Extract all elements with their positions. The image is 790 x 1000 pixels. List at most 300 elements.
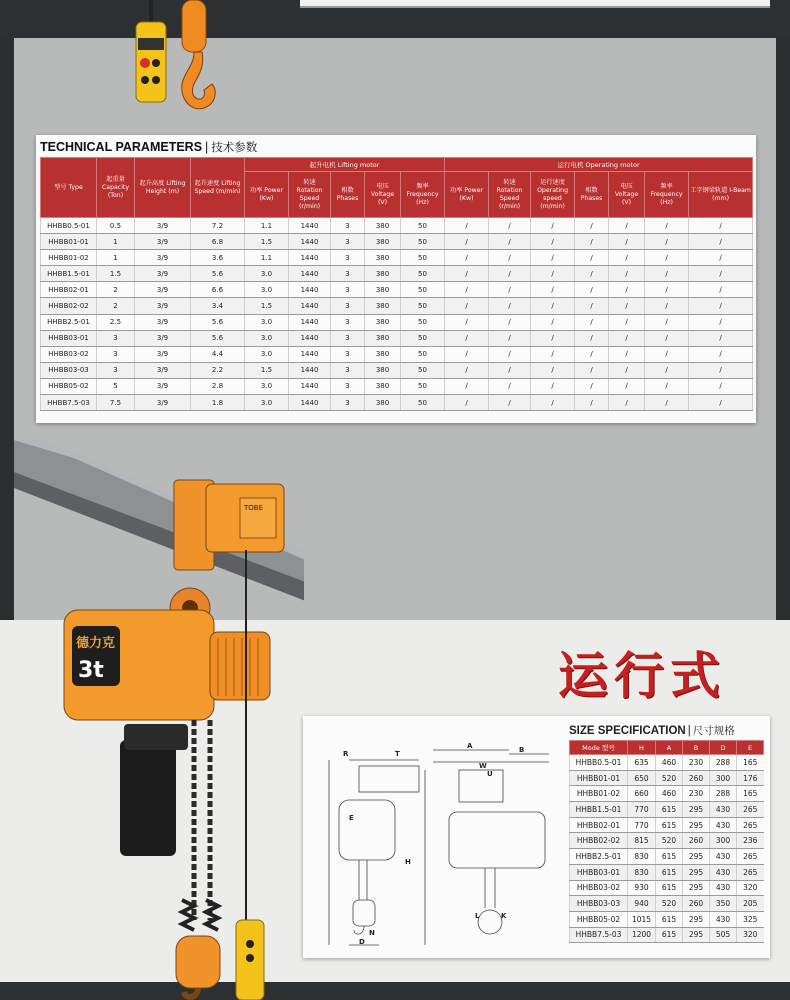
tech-cell: /	[531, 378, 575, 394]
tech-cell: 5.6	[191, 330, 245, 346]
tech-model-cell: HHBB2.5-01	[41, 314, 97, 330]
size-cell: 260	[683, 770, 710, 786]
header-frequency: 频率 Frequency (Hz)	[401, 172, 445, 218]
tech-cell: /	[531, 234, 575, 250]
tech-cell: /	[609, 250, 645, 266]
size-row	[570, 911, 764, 927]
dim-label-b: B	[519, 746, 525, 754]
size-row	[570, 864, 764, 880]
tech-cell: /	[489, 362, 531, 378]
tech-cell: 380	[365, 298, 401, 314]
tech-cell: 5.6	[191, 266, 245, 282]
tech-cell: 50	[401, 266, 445, 282]
tech-cell: /	[489, 250, 531, 266]
tech-cell: /	[445, 266, 489, 282]
tech-cell: /	[609, 298, 645, 314]
tech-cell: /	[609, 314, 645, 330]
tech-cell: 3	[331, 298, 365, 314]
tech-model-cell: HHBB02-01	[41, 282, 97, 298]
tech-cell: 2.2	[191, 362, 245, 378]
tech-cell: 3/9	[135, 314, 191, 330]
tech-cell: 7.2	[191, 218, 245, 234]
size-header-mode: Mode 型号	[570, 741, 628, 755]
size-model-cell: HHBB03-01	[570, 864, 628, 880]
size-cell: 615	[656, 817, 683, 833]
size-row	[570, 817, 764, 833]
motor-brand-label: TOBE	[244, 504, 264, 512]
tech-cell: /	[445, 330, 489, 346]
tech-cell: /	[445, 282, 489, 298]
tech-cell: /	[445, 314, 489, 330]
size-cell: 430	[710, 817, 737, 833]
tech-cell: /	[645, 282, 689, 298]
tech-cell: 50	[401, 346, 445, 362]
size-header-a: A	[656, 741, 683, 755]
tech-cell: 50	[401, 378, 445, 394]
tech-row	[41, 395, 753, 411]
dim-label-w: W	[479, 762, 487, 770]
size-cell: 300	[710, 770, 737, 786]
tech-cell: 3/9	[135, 250, 191, 266]
size-cell: 430	[710, 880, 737, 896]
size-cell: 265	[737, 802, 764, 818]
tech-cell: /	[531, 266, 575, 282]
tech-cell: /	[689, 362, 753, 378]
size-row	[570, 770, 764, 786]
tech-cell: /	[489, 346, 531, 362]
header-op-voltage: 电压 Voltage (V)	[609, 172, 645, 218]
size-cell: 295	[683, 927, 710, 943]
tech-cell: /	[531, 218, 575, 234]
tech-cell: /	[645, 362, 689, 378]
capacity-label: 3t	[78, 658, 104, 683]
tech-cell: 3	[331, 234, 365, 250]
tech-cell: /	[645, 330, 689, 346]
header-ibeam: 工字钢梁轨道 I-Beam (mm)	[689, 172, 753, 218]
size-cell: 430	[710, 864, 737, 880]
dim-label-d: D	[359, 938, 365, 946]
size-title-cn: 尺寸规格	[692, 725, 735, 737]
size-cell: 615	[656, 802, 683, 818]
tech-cell: 380	[365, 234, 401, 250]
tech-model-cell: HHBB03-01	[41, 330, 97, 346]
tech-cell: 0.5	[97, 218, 135, 234]
tech-cell: 50	[401, 314, 445, 330]
pendant-and-hook-image	[132, 0, 222, 125]
tech-cell: 6.8	[191, 234, 245, 250]
header-capacity: 起重量 Capacity (Ton)	[97, 158, 135, 218]
size-cell: 295	[683, 817, 710, 833]
size-title-en: SIZE SPECIFICATION	[569, 725, 686, 737]
tech-cell: /	[689, 218, 753, 234]
tech-row	[41, 314, 753, 330]
tech-cell: 1440	[289, 314, 331, 330]
tech-cell: 3.0	[245, 282, 289, 298]
size-cell: 350	[710, 896, 737, 912]
tech-cell: /	[489, 298, 531, 314]
tech-cell: 2.5	[97, 314, 135, 330]
size-cell: 260	[683, 833, 710, 849]
size-cell: 505	[710, 927, 737, 943]
tech-cell: 3.0	[245, 314, 289, 330]
tech-cell: 3.0	[245, 378, 289, 394]
tech-model-cell: HHBB01-01	[41, 234, 97, 250]
tech-cell: /	[645, 218, 689, 234]
size-cell: 520	[656, 896, 683, 912]
size-model-cell: HHBB02-02	[570, 833, 628, 849]
size-cell: 615	[656, 927, 683, 943]
tech-cell: 3/9	[135, 298, 191, 314]
header-op-operating-speed: 运行速度 Operating speed (m/min)	[531, 172, 575, 218]
size-cell: 265	[737, 849, 764, 865]
size-specification-title	[569, 723, 735, 738]
header-rotation-speed: 转速 Rotation Speed (r/min)	[289, 172, 331, 218]
dim-label-h: H	[405, 858, 411, 866]
tech-cell: 50	[401, 218, 445, 234]
dim-label-t: T	[395, 750, 400, 758]
header-power: 功率 Power (Kw)	[245, 172, 289, 218]
tech-cell: /	[531, 250, 575, 266]
size-cell: 1200	[628, 927, 656, 943]
tech-cell: 1440	[289, 282, 331, 298]
tech-cell: /	[575, 250, 609, 266]
tech-cell: /	[609, 330, 645, 346]
tech-cell: /	[645, 378, 689, 394]
size-header-d: D	[710, 741, 737, 755]
tech-cell: 380	[365, 282, 401, 298]
tech-cell: /	[689, 330, 753, 346]
size-row	[570, 802, 764, 818]
title-cn: 技术参数	[211, 142, 258, 154]
size-cell: 230	[683, 755, 710, 771]
tech-cell: 1.1	[245, 218, 289, 234]
tech-cell: 3.0	[245, 266, 289, 282]
tech-row	[41, 250, 753, 266]
tech-cell: /	[609, 395, 645, 411]
size-cell: 176	[737, 770, 764, 786]
tech-cell: 50	[401, 234, 445, 250]
size-cell: 260	[683, 896, 710, 912]
size-specification-body	[570, 755, 764, 943]
size-cell: 635	[628, 755, 656, 771]
tech-cell: /	[645, 266, 689, 282]
size-model-cell: HHBB0.5-01	[570, 755, 628, 771]
tech-cell: /	[689, 266, 753, 282]
size-cell: 295	[683, 802, 710, 818]
tech-cell: 380	[365, 218, 401, 234]
tech-cell: /	[689, 314, 753, 330]
tech-cell: 380	[365, 362, 401, 378]
tech-cell: /	[689, 282, 753, 298]
size-cell: 288	[710, 786, 737, 802]
tech-cell: /	[445, 250, 489, 266]
size-cell: 430	[710, 911, 737, 927]
size-cell: 165	[737, 786, 764, 802]
tech-cell: /	[689, 346, 753, 362]
dim-label-r: R	[343, 750, 349, 758]
tech-cell: 3	[331, 346, 365, 362]
header-type: 型号 Type	[41, 158, 97, 218]
tech-cell: 2.8	[191, 378, 245, 394]
size-cell: 288	[710, 755, 737, 771]
tech-cell: /	[689, 234, 753, 250]
dim-label-n: N	[369, 929, 375, 937]
tech-model-cell: HHBB7.5-03	[41, 395, 97, 411]
technical-parameters-card	[36, 135, 756, 423]
title-en: TECHNICAL PARAMETERS	[40, 140, 203, 154]
tech-model-cell: HHBB01-02	[41, 250, 97, 266]
tech-cell: 3/9	[135, 234, 191, 250]
tech-cell: /	[445, 218, 489, 234]
size-cell: 520	[656, 770, 683, 786]
header-lifting-speed: 起升速度 Lifting Speed (m/min)	[191, 158, 245, 218]
tech-cell: /	[489, 330, 531, 346]
tech-cell: 1440	[289, 234, 331, 250]
tech-cell: /	[575, 234, 609, 250]
size-row	[570, 786, 764, 802]
tech-cell: /	[445, 395, 489, 411]
tech-model-cell: HHBB1.5-01	[41, 266, 97, 282]
size-cell: 295	[683, 864, 710, 880]
size-cell: 236	[737, 833, 764, 849]
tech-cell: 1.8	[191, 395, 245, 411]
tech-cell: /	[575, 266, 609, 282]
tech-cell: 3	[97, 362, 135, 378]
tech-row	[41, 346, 753, 362]
tech-cell: /	[531, 395, 575, 411]
tech-row	[41, 362, 753, 378]
tech-model-cell: HHBB02-02	[41, 298, 97, 314]
tech-cell: 50	[401, 250, 445, 266]
size-cell: 295	[683, 911, 710, 927]
size-cell: 295	[683, 849, 710, 865]
tech-cell: /	[489, 218, 531, 234]
size-header-h: H	[628, 741, 656, 755]
tech-cell: /	[445, 298, 489, 314]
tech-cell: 3	[331, 218, 365, 234]
size-cell: 1015	[628, 911, 656, 927]
tech-cell: 1440	[289, 330, 331, 346]
tech-cell: 3	[331, 378, 365, 394]
tech-cell: 5	[97, 378, 135, 394]
size-cell: 660	[628, 786, 656, 802]
size-cell: 520	[656, 833, 683, 849]
header-group-operating-motor: 运行电机 Operating motor	[445, 158, 753, 172]
size-row	[570, 927, 764, 943]
tech-cell: /	[575, 395, 609, 411]
size-model-cell: HHBB01-02	[570, 786, 628, 802]
tech-cell: 50	[401, 298, 445, 314]
size-cell: 265	[737, 817, 764, 833]
tech-cell: 3	[331, 266, 365, 282]
size-cell: 615	[656, 880, 683, 896]
tech-cell: /	[445, 234, 489, 250]
tech-cell: 1440	[289, 218, 331, 234]
tech-cell: /	[489, 282, 531, 298]
tech-cell: /	[531, 282, 575, 298]
tech-cell: 1440	[289, 298, 331, 314]
tech-cell: 380	[365, 395, 401, 411]
size-cell: 650	[628, 770, 656, 786]
size-cell: 300	[710, 833, 737, 849]
tech-cell: 3	[331, 282, 365, 298]
header-voltage: 电压 Voltage (V)	[365, 172, 401, 218]
size-cell: 165	[737, 755, 764, 771]
size-cell: 930	[628, 880, 656, 896]
tech-cell: /	[609, 218, 645, 234]
tech-cell: 50	[401, 362, 445, 378]
tech-cell: /	[489, 314, 531, 330]
tech-cell: 4.4	[191, 346, 245, 362]
running-hoist-image	[14, 440, 304, 1000]
tech-cell: 380	[365, 266, 401, 282]
size-cell: 460	[656, 755, 683, 771]
tech-cell: /	[689, 378, 753, 394]
tech-cell: /	[489, 395, 531, 411]
tech-cell: 3/9	[135, 395, 191, 411]
technical-parameters-table	[40, 157, 753, 411]
size-model-cell: HHBB2.5-01	[570, 849, 628, 865]
header-op-frequency: 频率 Frequency (Hz)	[645, 172, 689, 218]
header-op-phases: 相数 Phases	[575, 172, 609, 218]
size-row	[570, 849, 764, 865]
tech-cell: 7.5	[97, 395, 135, 411]
tech-cell: 3	[331, 330, 365, 346]
dim-label-u: U	[487, 770, 493, 778]
tech-row	[41, 266, 753, 282]
tech-cell: /	[531, 314, 575, 330]
tech-cell: 1440	[289, 395, 331, 411]
running-type-heading: 运行式	[558, 647, 726, 705]
size-title-separator: |	[687, 725, 691, 737]
tech-cell: 1440	[289, 250, 331, 266]
tech-cell: /	[489, 378, 531, 394]
tech-cell: 3	[331, 250, 365, 266]
previous-card-edge	[300, 0, 770, 8]
tech-cell: /	[645, 314, 689, 330]
tech-cell: 3/9	[135, 330, 191, 346]
tech-cell: 1.5	[245, 234, 289, 250]
tech-cell: 1	[97, 250, 135, 266]
size-cell: 430	[710, 802, 737, 818]
header-group-lifting-motor: 起升电机 Lifting motor	[245, 158, 445, 172]
brand-label: 德力克	[76, 636, 116, 651]
size-row	[570, 880, 764, 896]
tech-cell: /	[689, 395, 753, 411]
tech-cell: /	[531, 362, 575, 378]
tech-cell: /	[689, 298, 753, 314]
tech-cell: 1.5	[245, 362, 289, 378]
dim-label-a: A	[467, 742, 473, 750]
size-cell: 830	[628, 864, 656, 880]
tech-cell: /	[609, 266, 645, 282]
tech-cell: 2	[97, 298, 135, 314]
tech-cell: /	[489, 266, 531, 282]
tech-cell: /	[531, 298, 575, 314]
tech-cell: 1440	[289, 362, 331, 378]
size-cell: 265	[737, 864, 764, 880]
tech-row	[41, 282, 753, 298]
tech-cell: 3/9	[135, 346, 191, 362]
tech-cell: /	[531, 346, 575, 362]
tech-cell: /	[575, 218, 609, 234]
tech-cell: /	[645, 346, 689, 362]
size-cell: 320	[737, 880, 764, 896]
tech-cell: 1.5	[97, 266, 135, 282]
tech-cell: /	[445, 378, 489, 394]
tech-cell: 50	[401, 282, 445, 298]
tech-cell: 1.1	[245, 250, 289, 266]
size-header-b: B	[683, 741, 710, 755]
tech-cell: /	[689, 250, 753, 266]
tech-cell: 3	[331, 362, 365, 378]
tech-cell: 3/9	[135, 362, 191, 378]
size-cell: 205	[737, 896, 764, 912]
dimension-drawing	[309, 740, 559, 952]
tech-cell: /	[609, 346, 645, 362]
tech-cell: /	[645, 234, 689, 250]
size-model-cell: HHBB05-02	[570, 911, 628, 927]
tech-model-cell: HHBB0.5-01	[41, 218, 97, 234]
tech-cell: /	[645, 298, 689, 314]
tech-cell: 3	[97, 330, 135, 346]
tech-cell: 50	[401, 330, 445, 346]
tech-cell: 3/9	[135, 218, 191, 234]
tech-cell: /	[575, 282, 609, 298]
tech-cell: 3	[331, 395, 365, 411]
tech-model-cell: HHBB05-02	[41, 378, 97, 394]
tech-cell: 1440	[289, 378, 331, 394]
tech-cell: 3	[97, 346, 135, 362]
tech-cell: 1440	[289, 346, 331, 362]
size-specification-card	[303, 716, 770, 958]
size-cell: 325	[737, 911, 764, 927]
size-cell: 460	[656, 786, 683, 802]
tech-cell: /	[609, 282, 645, 298]
tech-cell: 380	[365, 250, 401, 266]
tech-cell: /	[575, 330, 609, 346]
tech-cell: /	[645, 395, 689, 411]
dim-label-k: K	[501, 912, 507, 920]
tech-cell: 3.0	[245, 346, 289, 362]
size-cell: 940	[628, 896, 656, 912]
dim-label-e: E	[349, 814, 354, 822]
tech-cell: 3.0	[245, 395, 289, 411]
technical-parameters-title	[40, 139, 257, 155]
tech-row	[41, 234, 753, 250]
tech-model-cell: HHBB03-02	[41, 346, 97, 362]
size-model-cell: HHBB03-02	[570, 880, 628, 896]
tech-cell: /	[531, 330, 575, 346]
size-cell: 320	[737, 927, 764, 943]
size-model-cell: HHBB7.5-03	[570, 927, 628, 943]
tech-cell: /	[575, 346, 609, 362]
tech-cell: 3/9	[135, 282, 191, 298]
tech-cell: /	[575, 298, 609, 314]
size-row	[570, 755, 764, 771]
tech-cell: /	[489, 234, 531, 250]
size-cell: 295	[683, 880, 710, 896]
tech-cell: /	[609, 378, 645, 394]
tech-cell: /	[575, 314, 609, 330]
tech-row	[41, 218, 753, 234]
tech-cell: 1440	[289, 266, 331, 282]
tech-cell: 380	[365, 378, 401, 394]
tech-cell: 2	[97, 282, 135, 298]
tech-cell: /	[645, 250, 689, 266]
size-model-cell: HHBB01-01	[570, 770, 628, 786]
size-row	[570, 896, 764, 912]
